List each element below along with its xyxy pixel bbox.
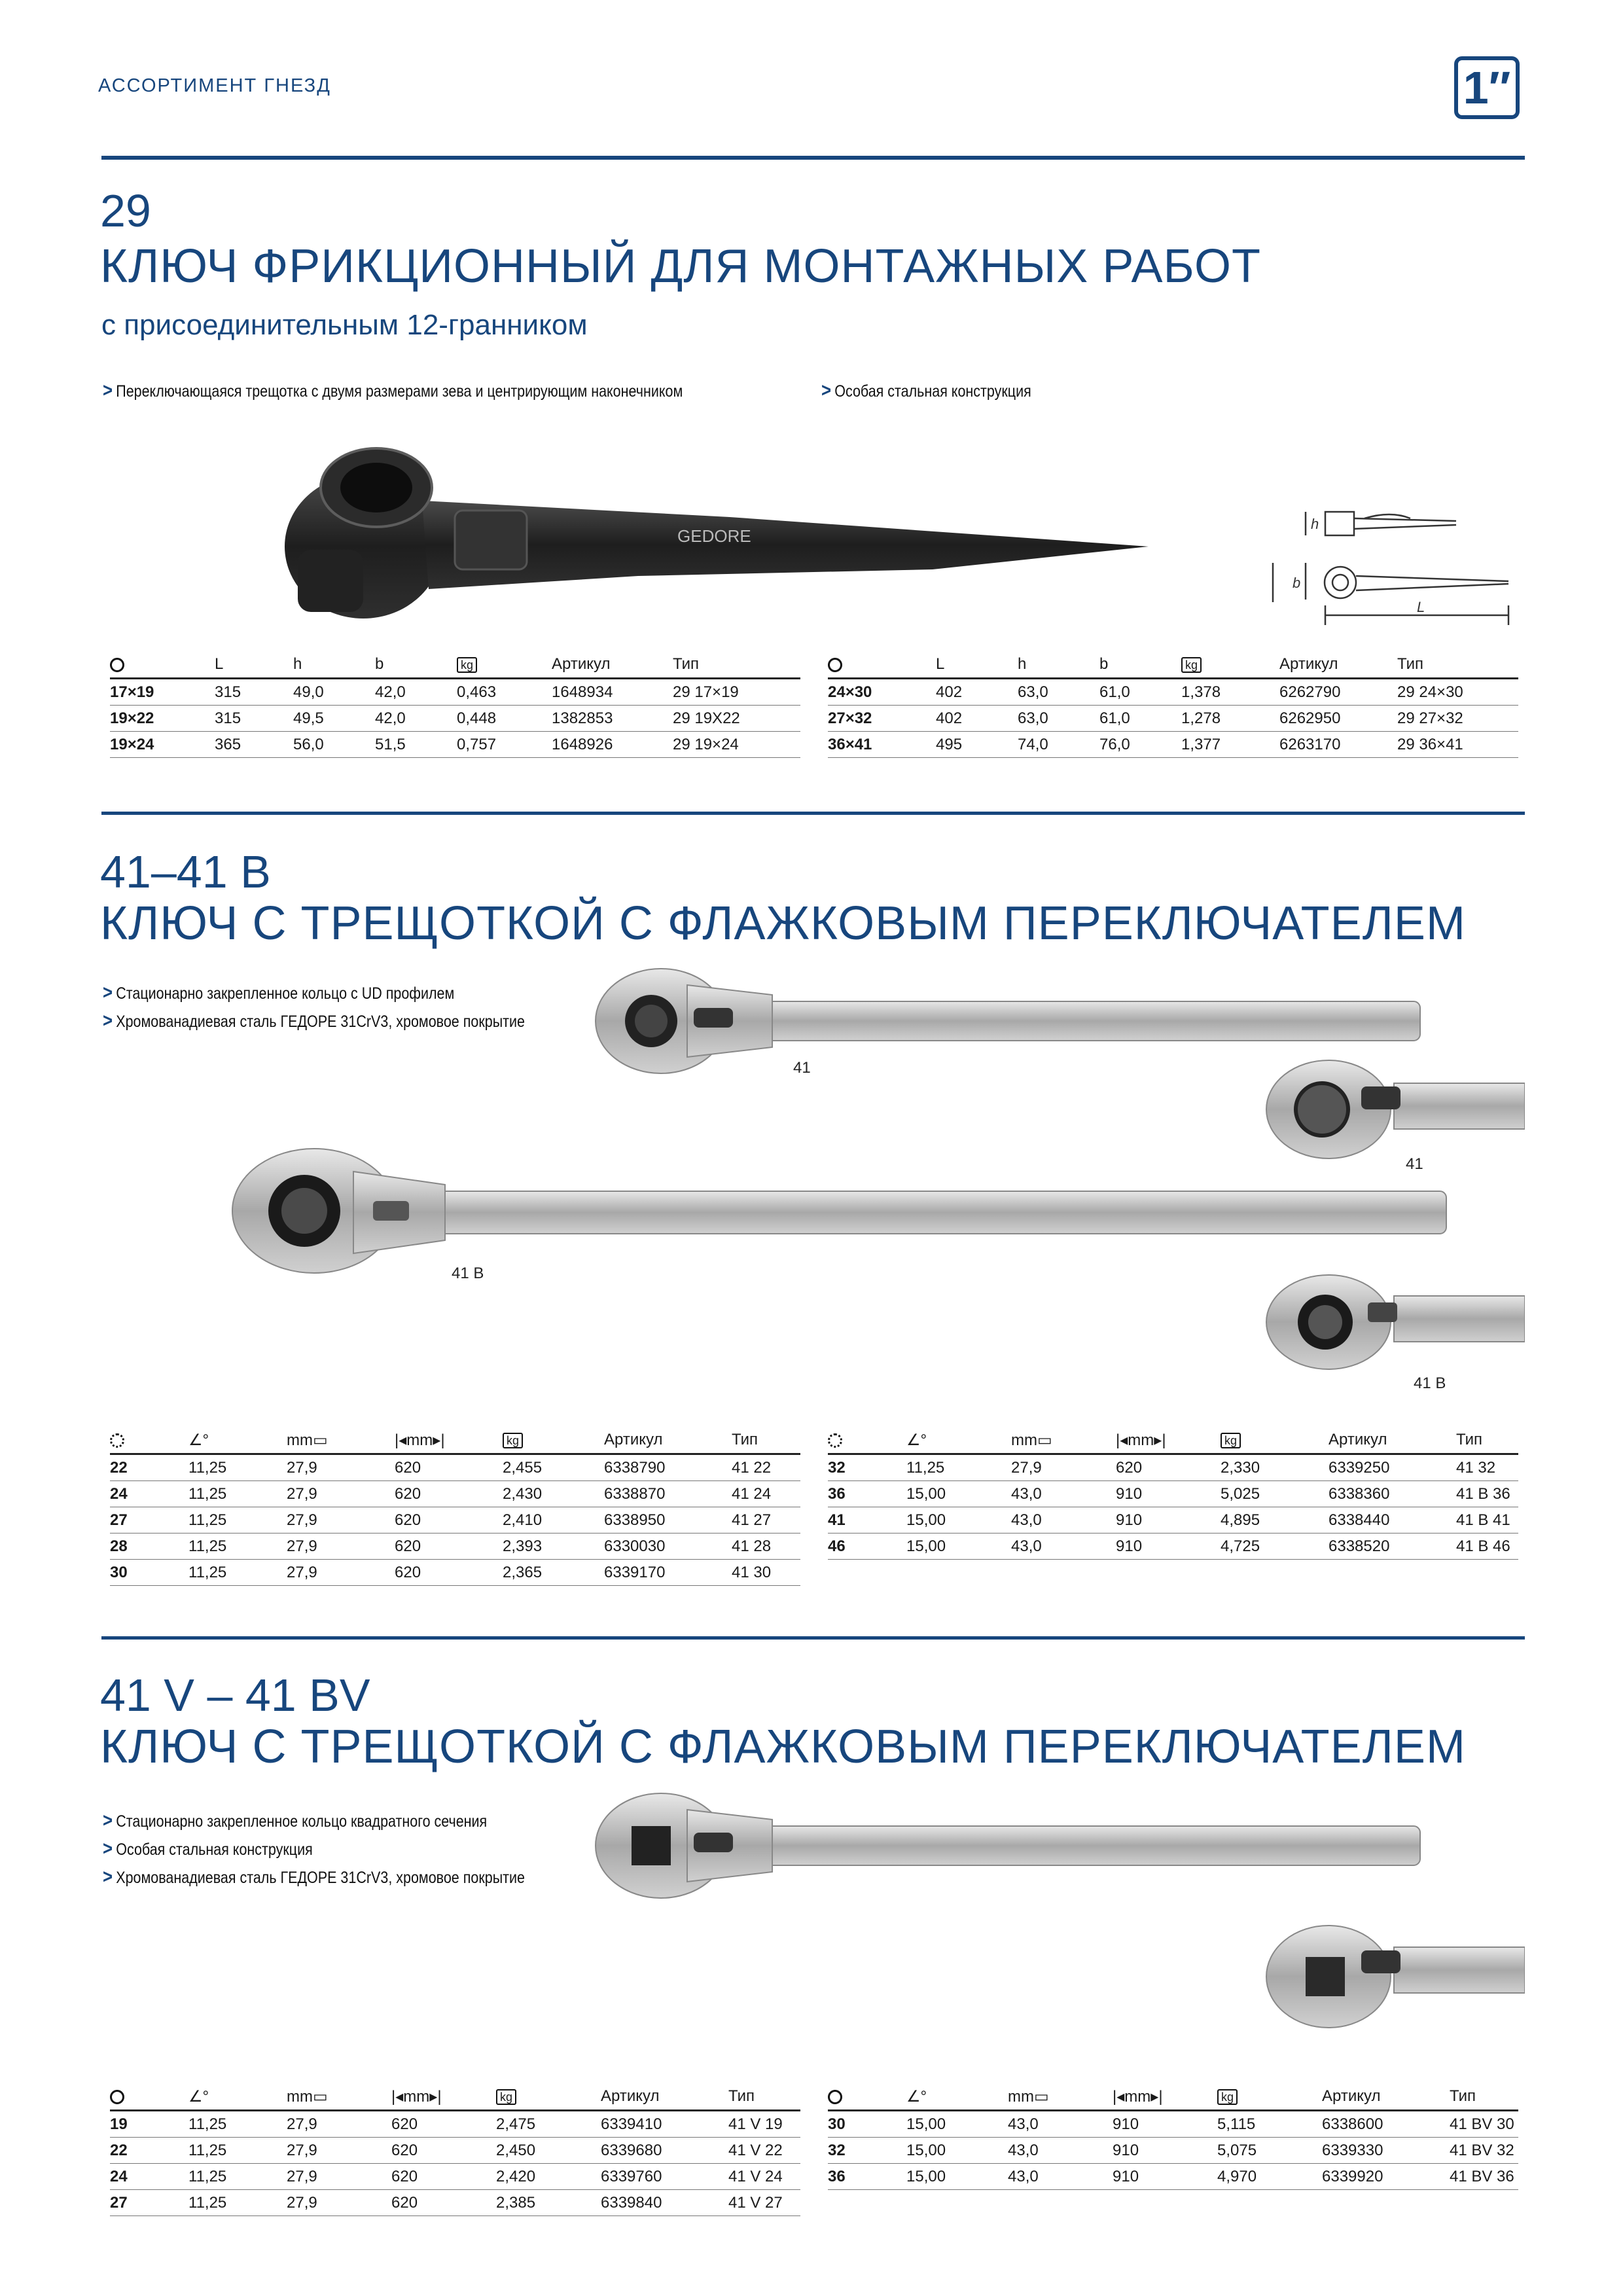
table-cell: 1648926 [552,732,673,758]
ratchet-41v-image [589,1790,1440,1908]
table-row [110,2138,800,2164]
table-cell: 27,9 [287,1454,395,1481]
table-cell: 74,0 [1018,732,1099,758]
table-cell: 27,9 [287,1560,395,1586]
table-cell: 4,970 [1217,2164,1322,2190]
table-cell: 11,25 [188,2138,287,2164]
size-cell: 24 [110,2164,188,2190]
table-cell: 910 [1113,2164,1217,2190]
table-cell: 41 B 36 [1456,1481,1518,1507]
table-cell: 27,9 [287,2190,391,2216]
table-cell: 6338520 [1329,1534,1456,1560]
table-row [110,1454,800,1481]
table-cell: 41 27 [732,1507,800,1534]
ratchet-41b-closeup-image [1263,1273,1525,1378]
table-cell: 2,450 [496,2138,601,2164]
table-cell: 1,278 [1181,706,1279,732]
table-cell: 2,455 [503,1454,604,1481]
section1-bullet-1: > Переключающаяся трещотка с двумя размерами зева и центрирующим наконечником [103,380,683,401]
section2-bullet-1: > Стационарно закрепленное кольцо с UD профилем [103,982,455,1003]
size-cell: 36 [828,2164,906,2190]
table-cell: 11,25 [188,2190,287,2216]
weight-icon: kg [1181,651,1279,679]
table-cell: 41 BV 36 [1450,2164,1518,2190]
table-cell: 6338790 [604,1454,732,1481]
ratchet-angle-icon: ∠° [906,1427,1011,1454]
caption-41b-b: 41 B [1414,1374,1446,1392]
weight-icon: kg [457,651,552,679]
table-cell: 63,0 [1018,679,1099,706]
header-rule [101,156,1525,160]
socket-size-icon [828,1427,906,1454]
ratchet-41bv-closeup-image [1263,1921,1525,2039]
table-cell: 11,25 [188,1507,287,1534]
section3-bullet-3: > Хромованадиевая сталь ГЕДОРЕ 31CrV3, хромовое покрытие [103,1866,525,1888]
table-cell: 41 30 [732,1560,800,1586]
table-cell: 41 BV 30 [1450,2111,1518,2138]
section2-title: КЛЮЧ С ТРЕЩОТКОЙ С ФЛАЖКОВЫМ ПЕРЕКЛЮЧАТЕЛЕМ [100,897,1466,950]
table-cell: 315 [215,679,293,706]
table-cell: 0,463 [457,679,552,706]
table-cell: 76,0 [1099,732,1181,758]
table-cell: 11,25 [188,2164,287,2190]
table-cell: 6338870 [604,1481,732,1507]
table-cell: 5,025 [1221,1481,1329,1507]
table-cell: 41 B 46 [1456,1534,1518,1560]
section3-title: КЛЮЧ С ТРЕЩОТКОЙ С ФЛАЖКОВЫМ ПЕРЕКЛЮЧАТЕЛЕМ [100,1721,1466,1773]
size-cell: 28 [110,1534,188,1560]
head-height-icon: mm▭ [1008,2083,1113,2111]
drawing-label-L: L [1417,599,1425,615]
drive-size-badge: 1″ [1454,56,1520,119]
size-cell: 36×41 [828,732,936,758]
table-row [828,2138,1518,2164]
table-cell: 41 28 [732,1534,800,1560]
section3-table-left: ∠° mm▭ |◂mm▸| kg Артикул Тип 19 11,25 27,9 620 2,475 6339410 41 V 19 22 11,25 27,9 620 2,450 6339680 41 V 22 24 11,25 27,9 620 2,420 6339760 41 V 24 27 11,25 27,9 620 2,385 6339840 41 V 27 [110,2083,800,2216]
table-cell: 43,0 [1008,2111,1113,2138]
weight-icon: kg [496,2083,601,2111]
table-cell: 41 22 [732,1454,800,1481]
socket-size-icon [110,1427,188,1454]
size-cell: 30 [110,1560,188,1586]
length-icon: |◂mm▸| [391,2083,496,2111]
table-cell: 15,00 [906,1481,1011,1507]
table-cell: 27,9 [287,1507,395,1534]
section2-bullet-2: > Хромованадиевая сталь ГЕДОРЕ 31CrV3, хромовое покрытие [103,1010,525,1031]
table-cell: 43,0 [1011,1507,1116,1534]
table-cell: 43,0 [1008,2164,1113,2190]
table-row [110,1560,800,1586]
table-cell: 2,385 [496,2190,601,2216]
table-cell: 6262950 [1279,706,1397,732]
size-cell: 32 [828,2138,906,2164]
table-cell: 910 [1116,1507,1221,1534]
table-cell: 56,0 [293,732,375,758]
head-height-icon: mm▭ [287,2083,391,2111]
table-cell: 402 [936,706,1018,732]
table-cell: 5,115 [1217,2111,1322,2138]
table-cell: 2,410 [503,1507,604,1534]
table-cell: 6339410 [601,2111,728,2138]
table-cell: 27,9 [287,2164,391,2190]
caption-41-b: 41 [1406,1155,1423,1173]
dimension-drawing [1260,478,1522,635]
size-cell: 19×22 [110,706,215,732]
size-cell: 41 [828,1507,906,1534]
table-cell: 11,25 [188,1454,287,1481]
table-cell: 41 V 22 [728,2138,800,2164]
table-cell: 43,0 [1011,1534,1116,1560]
ratchet-angle-icon: ∠° [188,1427,287,1454]
size-cell: 24 [110,1481,188,1507]
table-cell: 620 [391,2190,496,2216]
section2-number: 41–41 B [100,846,271,897]
ring-size-icon [110,651,215,679]
table-row [110,2190,800,2216]
table-cell: 63,0 [1018,706,1099,732]
table-row [110,1481,800,1507]
section-divider [101,1636,1525,1640]
drawing-label-b: b [1293,575,1301,591]
ratchet-41b-image [229,1145,1459,1276]
section3-table-right: ∠° mm▭ |◂mm▸| kg Артикул Тип 30 15,00 43,0 910 5,115 6338600 41 BV 30 32 15,00 43,0 910 5,075 6339330 41 BV 32 36 15,00 43,0 910 4,970 6339920 41 BV 36 [828,2083,1518,2190]
table-cell: 27,9 [287,1534,395,1560]
scaffolding-wrench-image [272,439,1162,635]
head-height-icon: mm▭ [287,1427,395,1454]
size-cell: 27 [110,1507,188,1534]
section-divider [101,812,1525,815]
table-cell: 620 [391,2138,496,2164]
section2-table-left: ∠° mm▭ |◂mm▸| kg Артикул Тип 22 11,25 27,9 620 2,455 6338790 41 22 24 11,25 27,9 620 2,430 6338870 41 24 27 11,25 27,9 620 2,410 6338950 41 27 28 11,25 27,9 620 2,393 6330030 41 28 30 11,25 27,9 620 2,365 6339170 41 30 [110,1427,800,1586]
table-row [110,2111,800,2138]
table-cell: 41 V 24 [728,2164,800,2190]
table-cell: 15,00 [906,1534,1011,1560]
section1-table-left: L h b kg Артикул Тип 17×19 315 49,0 42,0 0,463 1648934 29 17×19 19×22 315 49,5 42,0 0,448 1382853 29 19X22 19×24 365 56,0 51,5 0,757 1648926 29 19×24 [110,651,800,758]
table-row [110,1534,800,1560]
table-cell: 620 [395,1481,503,1507]
table-cell: 620 [391,2111,496,2138]
ratchet-angle-icon: ∠° [906,2083,1008,2111]
table-cell: 49,0 [293,679,375,706]
table-cell: 910 [1113,2111,1217,2138]
table-cell: 29 24×30 [1397,679,1518,706]
table-cell: 6338600 [1322,2111,1450,2138]
table-cell: 29 27×32 [1397,706,1518,732]
size-cell: 27×32 [828,706,936,732]
section3-bullet-2: > Особая стальная конструкция [103,1838,313,1859]
table-cell: 61,0 [1099,706,1181,732]
table-cell: 15,00 [906,2111,1008,2138]
table-cell: 1382853 [552,706,673,732]
head-height-icon: mm▭ [1011,1427,1116,1454]
table-row [828,1507,1518,1534]
size-cell: 30 [828,2111,906,2138]
section1-table-right: L h b kg Артикул Тип 24×30 402 63,0 61,0 1,378 6262790 29 24×30 27×32 402 63,0 61,0 1,278 6262950 29 27×32 36×41 495 74,0 76,0 1,377 6263170 29 36×41 [828,651,1518,758]
table-row [828,706,1518,732]
table-cell: 402 [936,679,1018,706]
table-cell: 27,9 [1011,1454,1116,1481]
table-cell: 620 [395,1534,503,1560]
table-cell: 4,895 [1221,1507,1329,1534]
table-cell: 6330030 [604,1534,732,1560]
table-row [110,2164,800,2190]
table-cell: 29 36×41 [1397,732,1518,758]
table-cell: 6339840 [601,2190,728,2216]
wrench-brand-label: GEDORE [677,526,751,546]
table-cell: 6339170 [604,1560,732,1586]
table-cell: 5,075 [1217,2138,1322,2164]
table-cell: 6339250 [1329,1454,1456,1481]
table-cell: 29 19X22 [673,706,800,732]
table-cell: 6338440 [1329,1507,1456,1534]
table-cell: 6339330 [1322,2138,1450,2164]
table-cell: 620 [391,2164,496,2190]
table-row [828,1454,1518,1481]
table-row [828,732,1518,758]
table-cell: 41 32 [1456,1454,1518,1481]
table-cell: 41 V 27 [728,2190,800,2216]
table-cell: 6339920 [1322,2164,1450,2190]
table-cell: 6338360 [1329,1481,1456,1507]
catalog-section-label: АССОРТИМЕНТ ГНЕЗД [98,75,331,96]
table-cell: 11,25 [188,2111,287,2138]
square-drive-icon [828,2083,906,2111]
table-cell: 1,378 [1181,679,1279,706]
table-cell: 15,00 [906,2138,1008,2164]
table-cell: 4,725 [1221,1534,1329,1560]
table-cell: 42,0 [375,706,457,732]
weight-icon: kg [1221,1427,1329,1454]
table-row [828,2164,1518,2190]
length-icon: |◂mm▸| [1116,1427,1221,1454]
table-cell: 495 [936,732,1018,758]
table-cell: 910 [1116,1534,1221,1560]
table-row [828,1534,1518,1560]
section3-number: 41 V – 41 BV [100,1670,370,1721]
length-icon: |◂mm▸| [395,1427,503,1454]
table-cell: 11,25 [906,1454,1011,1481]
table-cell: 29 17×19 [673,679,800,706]
size-cell: 46 [828,1534,906,1560]
weight-icon: kg [503,1427,604,1454]
size-cell: 22 [110,1454,188,1481]
table-row [110,679,800,706]
length-icon: |◂mm▸| [1113,2083,1217,2111]
size-cell: 17×19 [110,679,215,706]
table-cell: 0,757 [457,732,552,758]
size-cell: 22 [110,2138,188,2164]
table-cell: 51,5 [375,732,457,758]
table-row [828,2111,1518,2138]
table-cell: 11,25 [188,1560,287,1586]
section2-table-right: ∠° mm▭ |◂mm▸| kg Артикул Тип 32 11,25 27,9 620 2,330 6339250 41 32 36 15,00 43,0 910 5,025 6338360 41 B 36 41 15,00 43,0 910 4,895 6338440 41 B 41 46 15,00 43,0 910 4,725 6338520 41 B 46 [828,1427,1518,1560]
table-cell: 11,25 [188,1534,287,1560]
table-cell: 61,0 [1099,679,1181,706]
table-row [828,679,1518,706]
table-cell: 2,365 [503,1560,604,1586]
table-cell: 49,5 [293,706,375,732]
table-cell: 43,0 [1008,2138,1113,2164]
drawing-label-h: h [1311,516,1319,532]
square-drive-icon [110,2083,188,2111]
section1-bullet-2: > Особая стальная конструкция [821,380,1031,401]
table-row [110,706,800,732]
ratchet-angle-icon: ∠° [188,2083,287,2111]
table-cell: 2,330 [1221,1454,1329,1481]
table-cell: 620 [1116,1454,1221,1481]
table-cell: 365 [215,732,293,758]
table-cell: 27,9 [287,1481,395,1507]
size-cell: 19×24 [110,732,215,758]
section1-title: КЛЮЧ ФРИКЦИОННЫЙ ДЛЯ МОНТАЖНЫХ РАБОТ [100,240,1261,293]
table-cell: 15,00 [906,1507,1011,1534]
ring-size-icon [828,651,936,679]
caption-41-a: 41 [793,1059,811,1077]
table-cell: 0,448 [457,706,552,732]
table-cell: 2,475 [496,2111,601,2138]
table-cell: 620 [395,1454,503,1481]
table-row [110,732,800,758]
table-cell: 315 [215,706,293,732]
table-cell: 1648934 [552,679,673,706]
table-cell: 27,9 [287,2138,391,2164]
weight-icon: kg [1217,2083,1322,2111]
table-cell: 6338950 [604,1507,732,1534]
size-cell: 32 [828,1454,906,1481]
table-cell: 6263170 [1279,732,1397,758]
table-row [828,1481,1518,1507]
table-cell: 2,430 [503,1481,604,1507]
table-cell: 6339760 [601,2164,728,2190]
table-cell: 15,00 [906,2164,1008,2190]
table-cell: 6262790 [1279,679,1397,706]
table-row [110,1507,800,1534]
size-cell: 27 [110,2190,188,2216]
size-cell: 19 [110,2111,188,2138]
table-cell: 41 BV 32 [1450,2138,1518,2164]
size-cell: 24×30 [828,679,936,706]
table-cell: 910 [1116,1481,1221,1507]
table-cell: 910 [1113,2138,1217,2164]
table-cell: 41 B 41 [1456,1507,1518,1534]
table-cell: 43,0 [1011,1481,1116,1507]
caption-41b-a: 41 B [452,1265,484,1282]
size-cell: 36 [828,1481,906,1507]
section1-number: 29 [100,185,151,236]
table-cell: 42,0 [375,679,457,706]
table-cell: 6339680 [601,2138,728,2164]
table-cell: 27,9 [287,2111,391,2138]
table-cell: 41 V 19 [728,2111,800,2138]
table-cell: 1,377 [1181,732,1279,758]
table-cell: 2,420 [496,2164,601,2190]
table-cell: 29 19×24 [673,732,800,758]
table-cell: 41 24 [732,1481,800,1507]
table-cell: 11,25 [188,1481,287,1507]
table-cell: 2,393 [503,1534,604,1560]
section1-subtitle: с присоединительным 12-гранником [101,309,588,341]
section3-bullet-1: > Стационарно закрепленное кольцо квадратного сечения [103,1810,488,1831]
table-cell: 620 [395,1507,503,1534]
table-cell: 620 [395,1560,503,1586]
